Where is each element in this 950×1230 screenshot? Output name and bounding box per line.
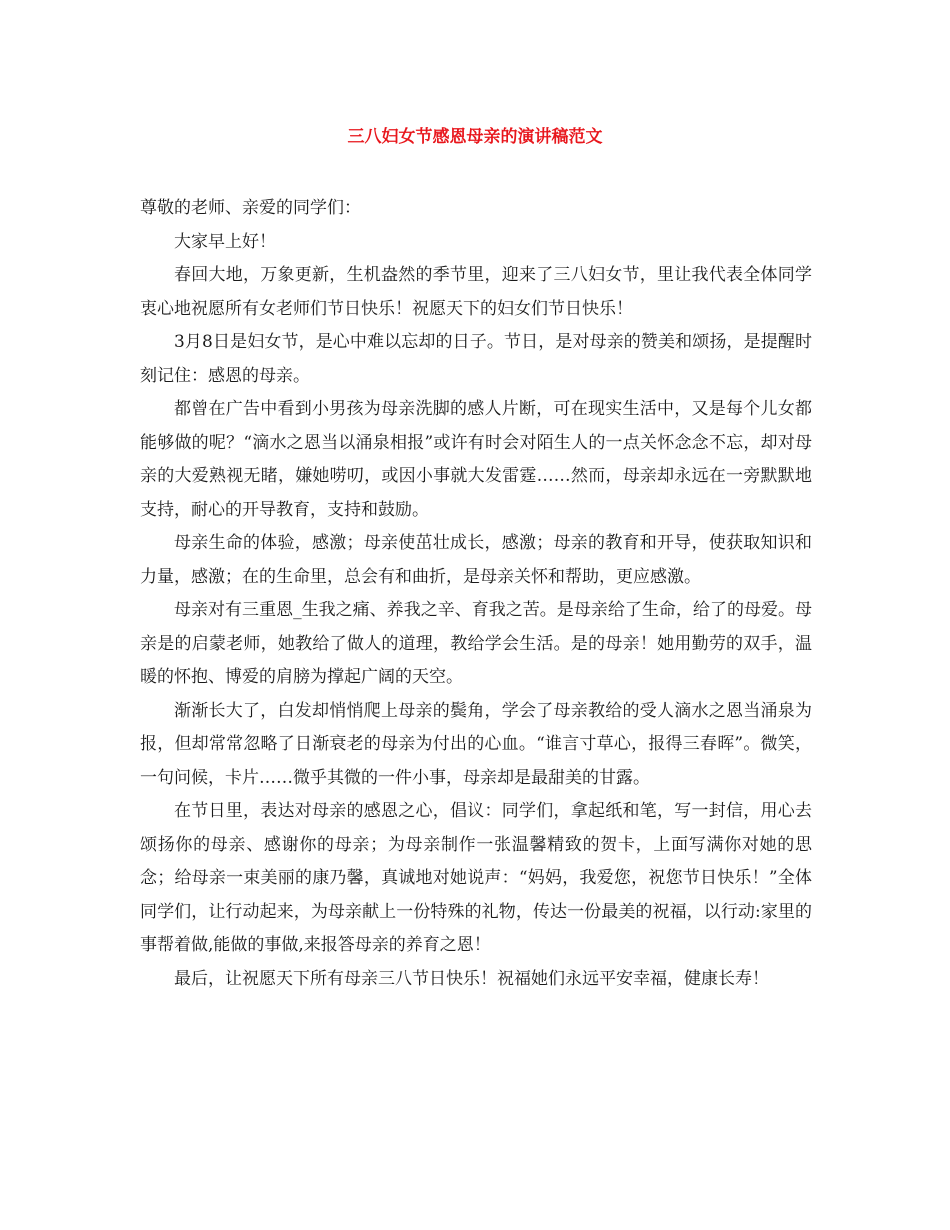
salutation: 尊敬的老师、亲爱的同学们： bbox=[140, 198, 361, 218]
document-body bbox=[140, 192, 812, 996]
document-title: 三八妇女节感恩母亲的演讲稿范文 bbox=[347, 127, 603, 147]
paragraph-closing: 最后，让祝愿天下所有母亲三八节日快乐！祝福她们永远平安幸福，健康长寿！ bbox=[174, 968, 769, 989]
paragraph-growing-up: 渐渐长大了，白发却悄悄爬上母亲的鬓角，学会了母亲教给的受人滴水之恩当涌泉为报，但却常常忽略了日渐衰老的母亲为付出的心血。“谁言寸草心，报得三春晖”。微笑，一句问候，卡片……微乎其微的一件小事，母亲却是最甜美的甘露。 bbox=[140, 700, 812, 788]
paragraph-festival-wishes: 春回大地，万象更新，生机盎然的季节里，迎来了三八妇女节，里让我代表全体同学衷心地祝愿所有女老师们节日快乐！祝愿天下的妇女们节日快乐！ bbox=[140, 265, 812, 319]
paragraph-march-8: 3月8日是妇女节，是心中难以忘却的日子。节日，是对母亲的赞美和颂扬，是提醒时刻记住：感恩的母亲。 bbox=[140, 332, 812, 386]
paragraph-advertisement: 都曾在广告中看到小男孩为母亲洗脚的感人片断，可在现实生活中，又是每个儿女都能够做的呢？“滴水之恩当以涌泉相报”或许有时会对陌生人的一点关怀念念不忘，却对母亲的大爱熟视无睹，嫌她唠叨，或因小事就大发雷霆……然而，母亲却永远在一旁默默地支持，耐心的开导教育，支持和鼓励。 bbox=[140, 399, 812, 520]
paragraph-three-graces: 母亲对有三重恩_生我之痛、养我之辛、育我之苦。是母亲给了生命，给了的母爱。母亲是的启蒙老师，她教给了做人的道理，教给学会生活。是的母亲！她用勤劳的双手，温暖的怀抱、博爱的肩膀为撑起广阔的天空。 bbox=[140, 600, 812, 687]
paragraph-gratitude: 母亲生命的体验，感激；母亲使茁壮成长，感激；母亲的教育和开导，使获取知识和力量，感激；在的生命里，总会有和曲折，是母亲关怀和帮助，更应感激。 bbox=[140, 533, 812, 587]
paragraph-proposal: 在节日里，表达对母亲的感恩之心，倡议：同学们，拿起纸和笔，写一封信，用心去颂扬你的母亲、感谢你的母亲；为母亲制作一张温馨精致的贺卡，上面写满你对她的思念；给母亲一束美丽的康乃馨，真诚地对她说声：“妈妈，我爱您，祝您节日快乐！”全体同学们，让行动起来，为母亲献上一份特殊的礼物，传达一份最美的祝福，以行动:家里的事帮着做,能做的事做,来报答母亲的养育之恩！ bbox=[140, 801, 812, 955]
paragraph-greeting: 大家早上好！ bbox=[174, 231, 276, 252]
